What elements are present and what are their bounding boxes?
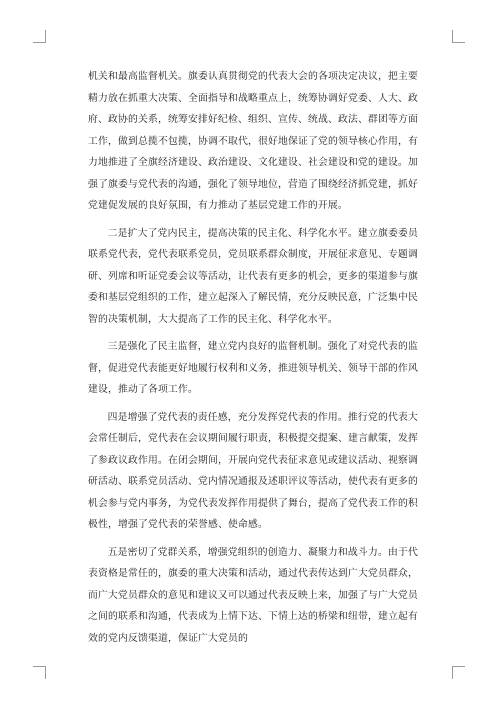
crop-mark-top-left xyxy=(33,30,46,43)
paragraph-1: 机关和最高监督机关。旗委认真贯彻党的代表大会的各项决定决议，把主要精力放在抓重大决策、全面指导和战略重点上，统筹协调好党委、人大、政府、政协的关系，统筹安排好纪检、组织、宣传、统战、政法、群团等方面工作，做到总揽不包揽，协调不取代，很好地保证了党的领导核心作用，有力地推进了全旗经济建设、政治建设、文化建设、社会建设和党的建设。加强了旗委与党代表的沟通，强化了领导地位，营造了围绕经济抓党建，抓好党建促发展的良好氛围，有力推动了基层党建工作的开展。 xyxy=(88,71,418,211)
crop-mark-bottom-left xyxy=(33,666,46,679)
crop-mark-bottom-right xyxy=(452,666,465,679)
paragraph-5: 五是密切了党群关系，增强党组织的创造力、凝聚力和战斗力。由于代表资格是常任的，旗委的重大决策和活动，通过代表传达到广大党员群众，而广大党员群众的意见和建议又可以通过代表反映上来，加强了与广大党员之间的联系和沟通，代表成为上情下达、下情上达的桥梁和纽带，建立起有效的党内反馈渠道，保证广大党员的 xyxy=(88,546,418,644)
paragraph-3: 三是强化了民主监督，建立党内良好的监督机制。强化了对党代表的监督，促进党代表能更好地履行权利和义务，推进领导机关、领导干部的作风建设，推动了各项工作。 xyxy=(88,341,418,395)
document-body xyxy=(88,66,418,655)
paragraph-4: 四是增强了党代表的责任感，充分发挥党代表的作用。推行党的代表大会常任制后，党代表在会议期间履行职责，积极提交提案、建言献策，发挥了参政议政作用。在闭会期间，开展向党代表征求意见或建议活动、视察调研活动、联系党员活动、党内情况通报及述职评议等活动，使代表有更多的机会参与党内事务，为党代表发挥作用提供了舞台，提高了党代表工作的积极性，增强了党代表的荣誉感、使命感。 xyxy=(88,411,418,530)
crop-mark-top-right xyxy=(452,30,465,43)
paragraph-2: 二是扩大了党内民主，提高决策的民主化、科学化水平。建立旗委委员联系党代表，党代表联系党员，党员联系群众制度，开展征求意见、专题调研、列席和听证党委会议等活动，让代表有更多的机会，更多的渠道参与旗委和基层党组织的工作，建立起深入了解民情，充分反映民意，广泛集中民智的决策机制，大大提高了工作的民主化、科学化水平。 xyxy=(88,227,418,325)
